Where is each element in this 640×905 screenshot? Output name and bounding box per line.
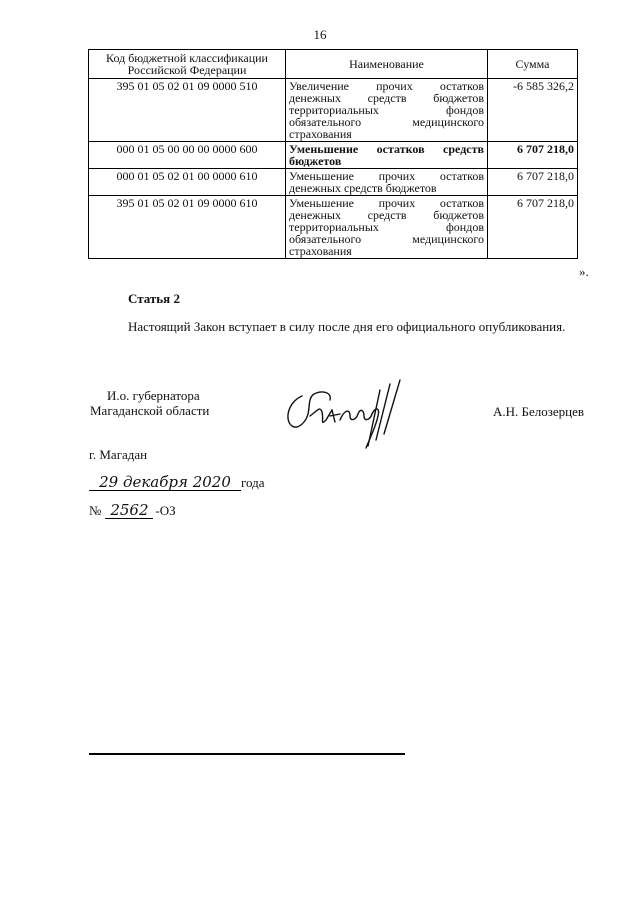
table-header-row (89, 50, 578, 79)
row-sum: 6 707 218,0 (488, 169, 578, 196)
handwritten-signature (280, 376, 410, 456)
handwritten-law-number: 2562 (105, 502, 153, 519)
law-number-line (89, 502, 176, 519)
table-row (89, 79, 578, 142)
row-name: Уменьшение прочих остатков денежных средств бюджетов территориальных фондов обязательного медицинского страхования (286, 196, 488, 259)
table-row (89, 142, 578, 169)
date-suffix: года (241, 475, 265, 490)
row-name: Уменьшение остатков средств бюджетов (286, 142, 488, 169)
row-code: 395 01 05 02 01 09 0000 610 (89, 196, 286, 259)
row-name: Увеличение прочих остатков денежных средств бюджетов территориальных фондов обязательного медицинского страхования (286, 79, 488, 142)
place-of-signing: г. Магадан (89, 447, 148, 462)
table-row (89, 196, 578, 259)
article-text: Настоящий Закон вступает в силу после дня его официального опубликования. (128, 319, 566, 334)
signatory-name: А.Н. Белозерцев (493, 404, 585, 419)
budget-table (88, 49, 578, 259)
table-row (89, 169, 578, 196)
law-number-suffix: -ОЗ (155, 503, 176, 518)
closing-quote: ». (579, 264, 589, 279)
header-sum: Сумма (488, 50, 578, 79)
row-code: 000 01 05 00 00 00 0000 600 (89, 142, 286, 169)
row-name: Уменьшение прочих остатков денежных средств бюджетов (286, 169, 488, 196)
signatory-position-line1: И.о. губернатора (107, 388, 200, 403)
number-sign: № (89, 503, 102, 518)
row-code: 395 01 05 02 01 09 0000 510 (89, 79, 286, 142)
row-sum: -6 585 326,2 (488, 79, 578, 142)
signatory-position (90, 388, 209, 418)
page-number: 16 (313, 27, 327, 42)
handwritten-date: 29 декабря 2020 (89, 474, 241, 491)
footer-divider (89, 753, 405, 755)
row-sum: 6 707 218,0 (488, 142, 578, 169)
article-title: Статья 2 (128, 291, 180, 306)
row-code: 000 01 05 02 01 00 0000 610 (89, 169, 286, 196)
header-name: Наименование (286, 50, 488, 79)
signatory-position-line2: Магаданской области (90, 403, 210, 418)
date-line (89, 474, 265, 491)
row-sum: 6 707 218,0 (488, 196, 578, 259)
header-code: Код бюджетной классификации Российской Федерации (89, 50, 286, 79)
